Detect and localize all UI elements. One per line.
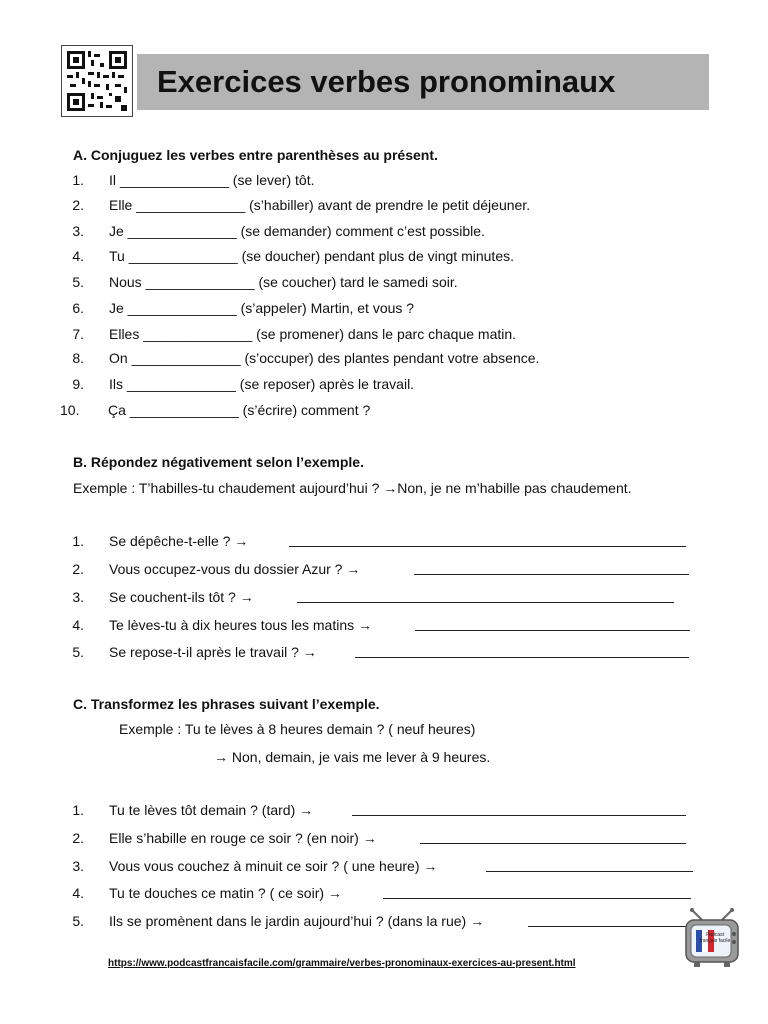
- item-number: 4.: [72, 248, 84, 264]
- item-number: 7.: [72, 326, 84, 342]
- item-number: 1.: [72, 172, 84, 188]
- item-number: 2.: [72, 561, 84, 577]
- item-text: Tu te lèves tôt demain ? (tard) →: [109, 802, 314, 818]
- answer-line[interactable]: [528, 926, 688, 927]
- item-text: Elle s’habille en rouge ce soir ? (en noir) →: [109, 830, 377, 846]
- answer-line[interactable]: [355, 657, 689, 658]
- answer-line[interactable]: [414, 574, 689, 575]
- item-number: 6.: [72, 300, 84, 316]
- qr-code-icon: [62, 46, 132, 116]
- section-c-example: Exemple : Tu te lèves à 8 heures demain ? ( neuf heures): [119, 721, 476, 737]
- item-number: 4.: [72, 885, 84, 901]
- item-number: 2.: [72, 197, 84, 213]
- item-text: Se dépêche-t-elle ? →: [109, 533, 249, 549]
- item-number: 8.: [72, 350, 84, 366]
- item-number: 3.: [72, 858, 84, 874]
- qr-code: [61, 45, 133, 117]
- item-text: Nous ______________ (se coucher) tard le samedi soir.: [109, 274, 458, 290]
- footer-url-link[interactable]: https://www.podcastfrancaisfacile.com/grammaire/verbes-pronominaux-exercices-au-present.html: [108, 958, 576, 969]
- item-number: 3.: [72, 223, 84, 239]
- item-text: Il ______________ (se lever) tôt.: [109, 172, 315, 188]
- item-number: 5.: [72, 644, 84, 660]
- item-text: Elle ______________ (s’habiller) avant de prendre le petit déjeuner.: [109, 197, 531, 213]
- answer-line[interactable]: [352, 815, 686, 816]
- item-number: 1.: [72, 533, 84, 549]
- page-title: Exercices verbes pronominaux: [157, 64, 616, 99]
- item-text: Se repose-t-il après le travail ? →: [109, 644, 317, 660]
- item-text: On ______________ (s’occuper) des plantes pendant votre absence.: [109, 350, 540, 366]
- item-number: 5.: [72, 274, 84, 290]
- item-number: 1.: [72, 802, 84, 818]
- logo-text: Podcast français facile: [699, 932, 731, 944]
- item-text: Je ______________ (se demander) comment c’est possible.: [109, 223, 485, 239]
- item-text: Elles ______________ (se promener) dans le parc chaque matin.: [109, 326, 517, 342]
- answer-line[interactable]: [289, 546, 686, 547]
- item-text: Vous occupez-vous du dossier Azur ? →: [109, 561, 361, 577]
- item-text: Tu ______________ (se doucher) pendant plus de vingt minutes.: [109, 248, 514, 264]
- answer-line[interactable]: [415, 630, 690, 631]
- item-text: Te lèves-tu à dix heures tous les matins →: [109, 617, 373, 633]
- item-text: Ils ______________ (se reposer) après le travail.: [109, 376, 415, 392]
- podcast-logo: [684, 908, 740, 968]
- item-number: 3.: [72, 589, 84, 605]
- section-c-example-answer: → Non, demain, je vais me lever à 9 heures.: [214, 749, 491, 765]
- item-number: 9.: [72, 376, 84, 392]
- item-text: Tu te douches ce matin ? ( ce soir) →: [109, 885, 342, 901]
- item-text: Vous vous couchez à minuit ce soir ? ( une heure) →: [109, 858, 438, 874]
- section-c-heading: C. Transformez les phrases suivant l’exemple.: [73, 696, 380, 712]
- item-text: Ça ______________ (s’écrire) comment ?: [108, 402, 371, 418]
- answer-line[interactable]: [420, 843, 686, 844]
- answer-line[interactable]: [383, 898, 691, 899]
- answer-line[interactable]: [486, 871, 693, 872]
- item-text: Se couchent-ils tôt ? →: [109, 589, 254, 605]
- title-banner: [137, 54, 709, 110]
- item-text: Je ______________ (s’appeler) Martin, et vous ?: [109, 300, 415, 316]
- section-a-heading: A. Conjuguez les verbes entre parenthèses au présent.: [73, 147, 438, 163]
- answer-line[interactable]: [297, 602, 674, 603]
- item-text: Ils se promènent dans le jardin aujourd’hui ? (dans la rue) →: [109, 913, 485, 929]
- item-number: 2.: [72, 830, 84, 846]
- item-number: 4.: [72, 617, 84, 633]
- item-number: 10.: [60, 402, 80, 418]
- section-b-example: Exemple : T’habilles-tu chaudement aujourd’hui ? →Non, je ne m’habille pas chaudement.: [73, 480, 632, 496]
- item-number: 5.: [72, 913, 84, 929]
- section-b-heading: B. Répondez négativement selon l’exemple.: [73, 454, 364, 470]
